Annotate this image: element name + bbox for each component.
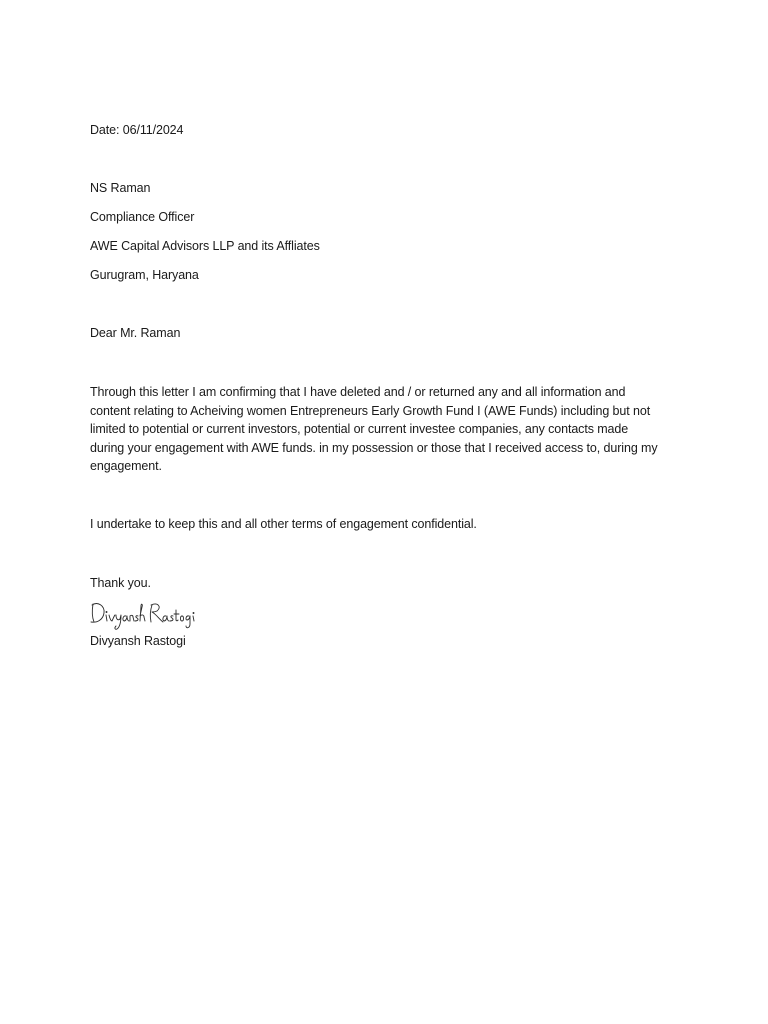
- body-line: during your engagement with AWE funds. in my possession or those that I received access to, during my: [90, 440, 658, 455]
- body-line: Through this letter I am confirming that I have deleted and / or returned any and all information and: [90, 385, 626, 399]
- body-line: content relating to Acheiving women Entrepreneurs Early Growth Fund I (AWE Funds) including but not: [90, 403, 651, 418]
- letter-date: Date: 06/11/2024: [90, 123, 184, 137]
- closing-line: Thank you.: [90, 576, 151, 590]
- recipient-company: AWE Capital Advisors LLP and its Affliates: [90, 239, 320, 253]
- recipient-location: Gurugram, Haryana: [90, 268, 199, 282]
- recipient-name: NS Raman: [90, 181, 151, 195]
- body-line: engagement.: [90, 459, 162, 474]
- undertaking-statement: I undertake to keep this and all other terms of engagement confidential.: [90, 517, 477, 531]
- body-line: limited to potential or current investors, potential or current investee companies, any contacts made: [90, 422, 629, 437]
- body-paragraph: [90, 383, 690, 476]
- handwritten-signature: [88, 598, 198, 632]
- recipient-title: Compliance Officer: [90, 210, 195, 224]
- signatory-name: Divyansh Rastogi: [90, 634, 186, 648]
- salutation: Dear Mr. Raman: [90, 326, 181, 340]
